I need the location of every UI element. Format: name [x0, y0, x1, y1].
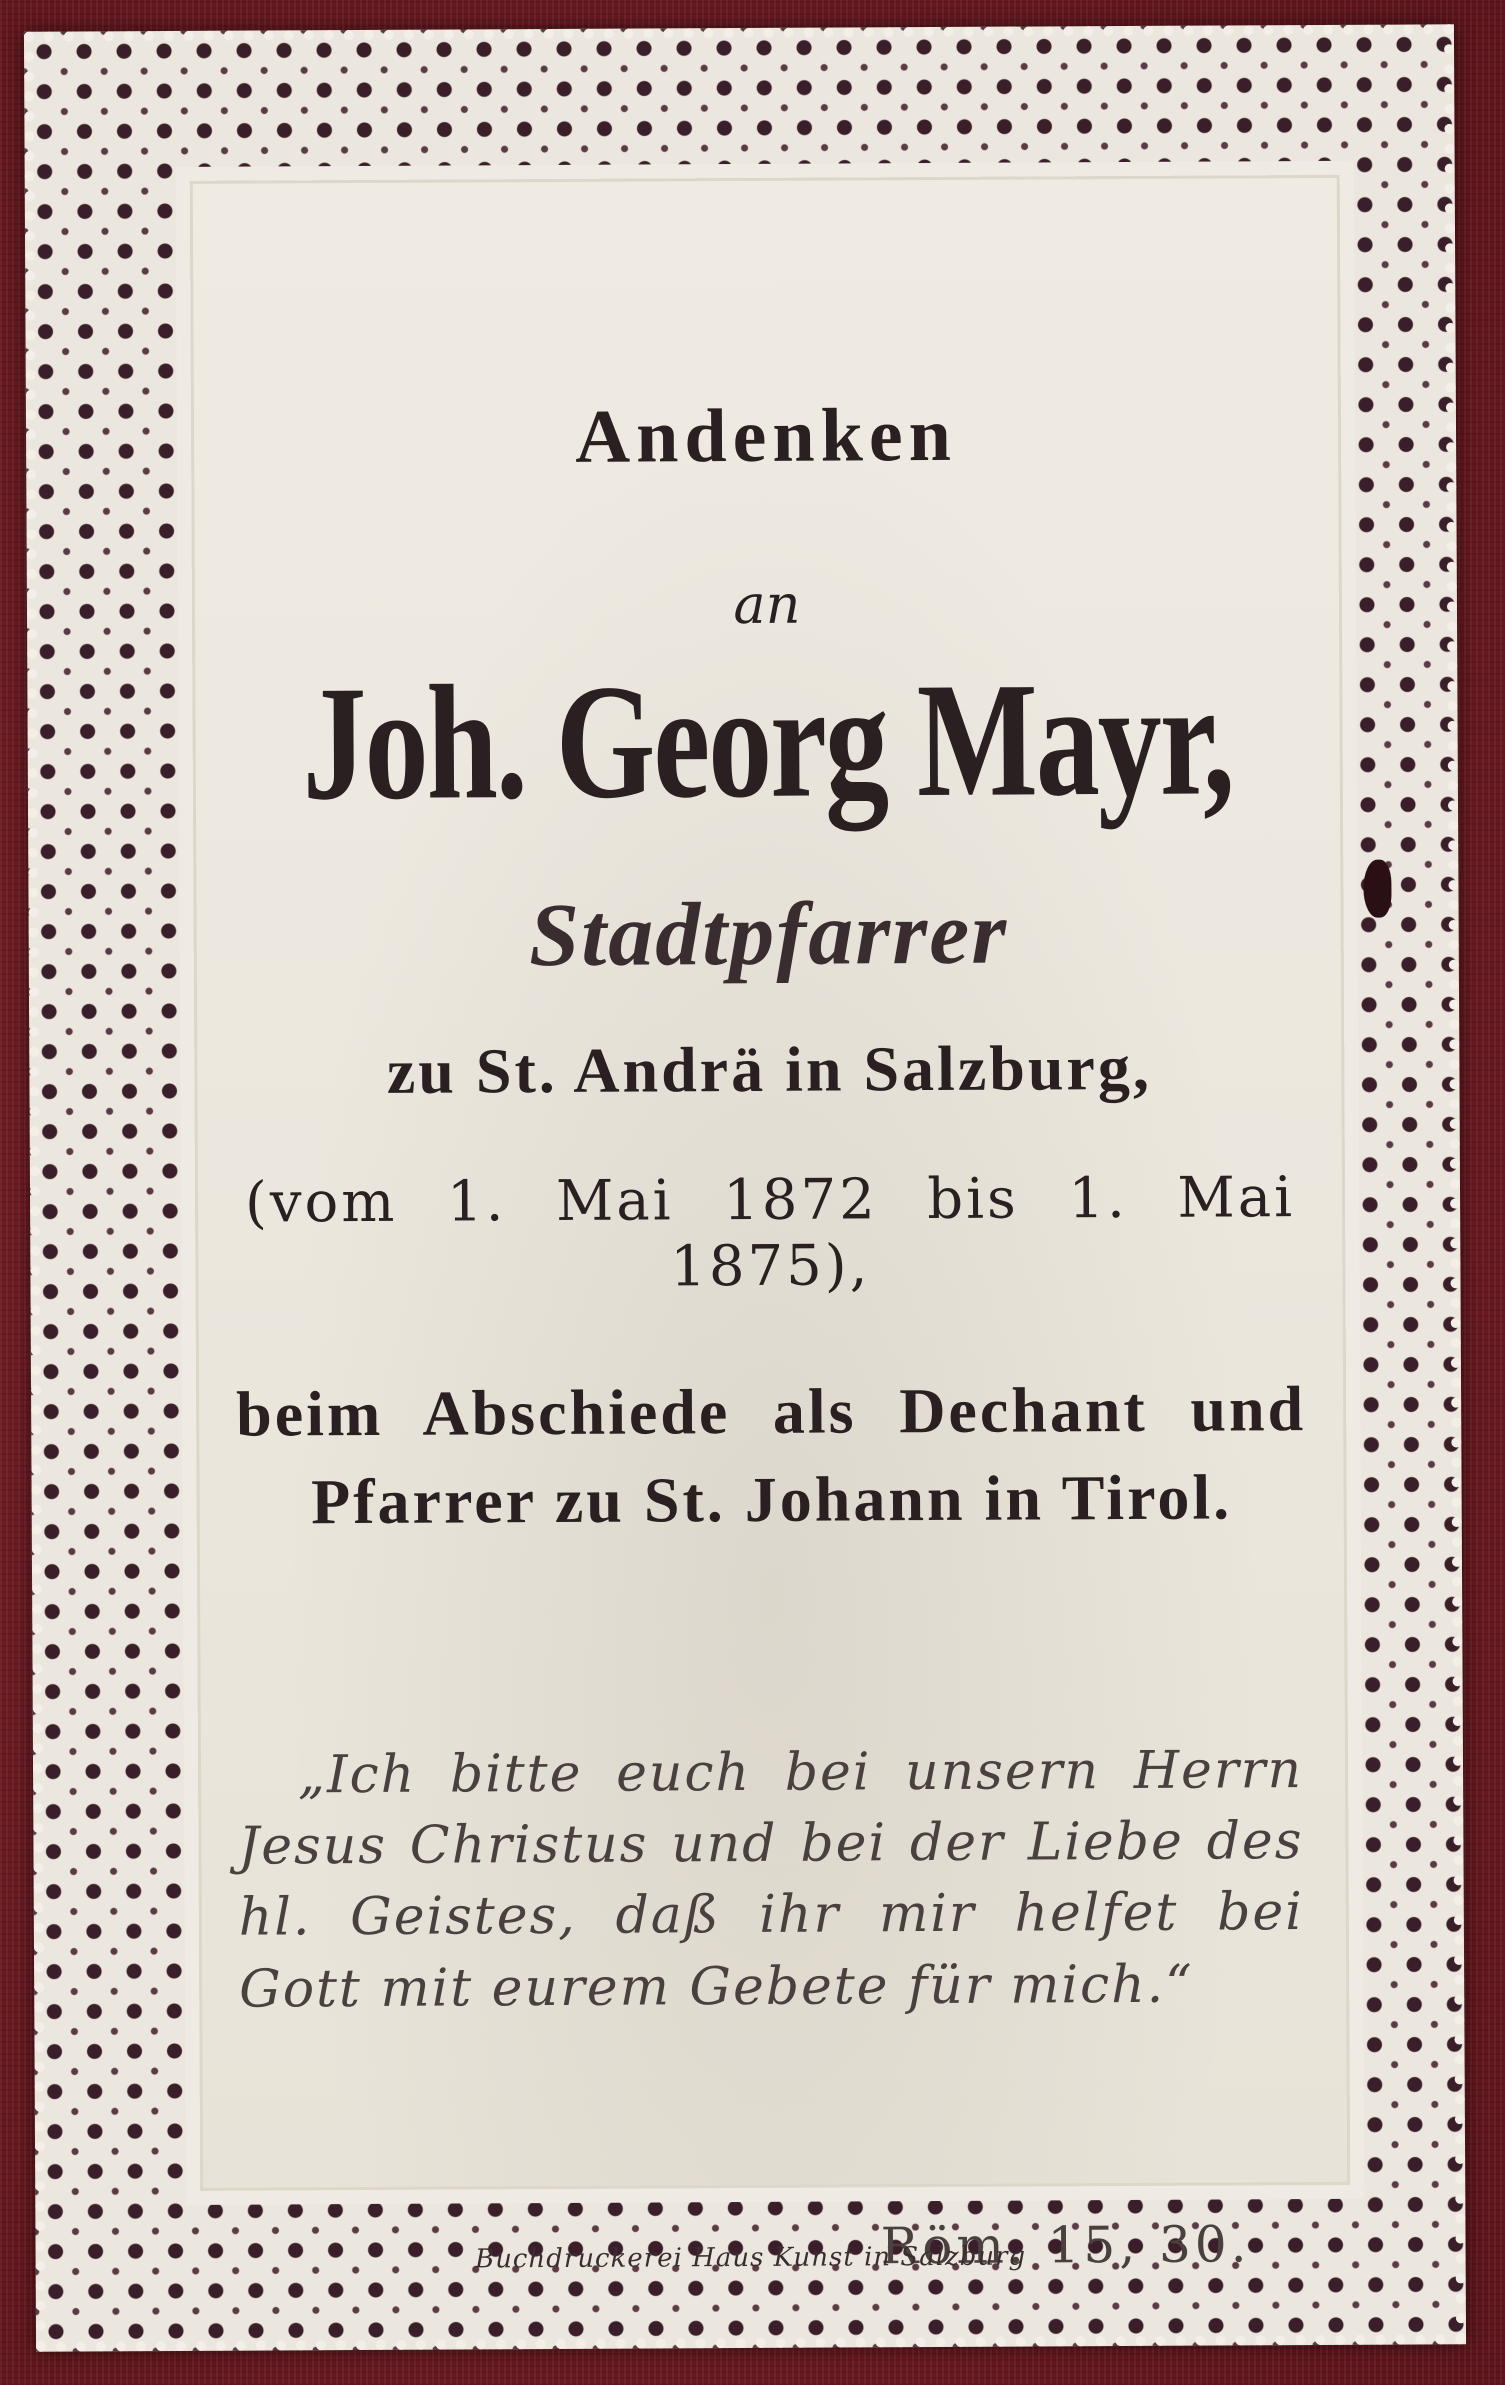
memorial-card — [24, 24, 1466, 2351]
card-name: Joh. Georg Mayr, — [302, 647, 1234, 835]
torn-hole — [1363, 860, 1391, 918]
card-heading: Andenken — [575, 392, 958, 479]
card-quote: „Ich bitte euch bei unsern Herrn Jesus Christus und bei der Liebe des hl. Geistes, daß ihr mir helfet bei Gott mit eurem Gebete für mich.“ — [238, 1740, 1304, 2020]
card-dates: (vom 1. Mai 1872 bis 1. Mai 1875), — [244, 1165, 1296, 1300]
card-an: an — [733, 572, 801, 637]
printer-imprint: Buchdruckerei Haus Kunst in Salzburg — [474, 2241, 1027, 2275]
card-reference: Röm. 15, 30. — [880, 2215, 1251, 2276]
card-occasion: beim Abschiede als Dechant und Pfarrer zu St. Johann in Tirol. — [235, 1373, 1307, 1538]
card-place: zu St. Andrä in Salzburg, — [386, 1031, 1153, 1107]
card-title: Stadtpfarrer — [528, 883, 1009, 986]
